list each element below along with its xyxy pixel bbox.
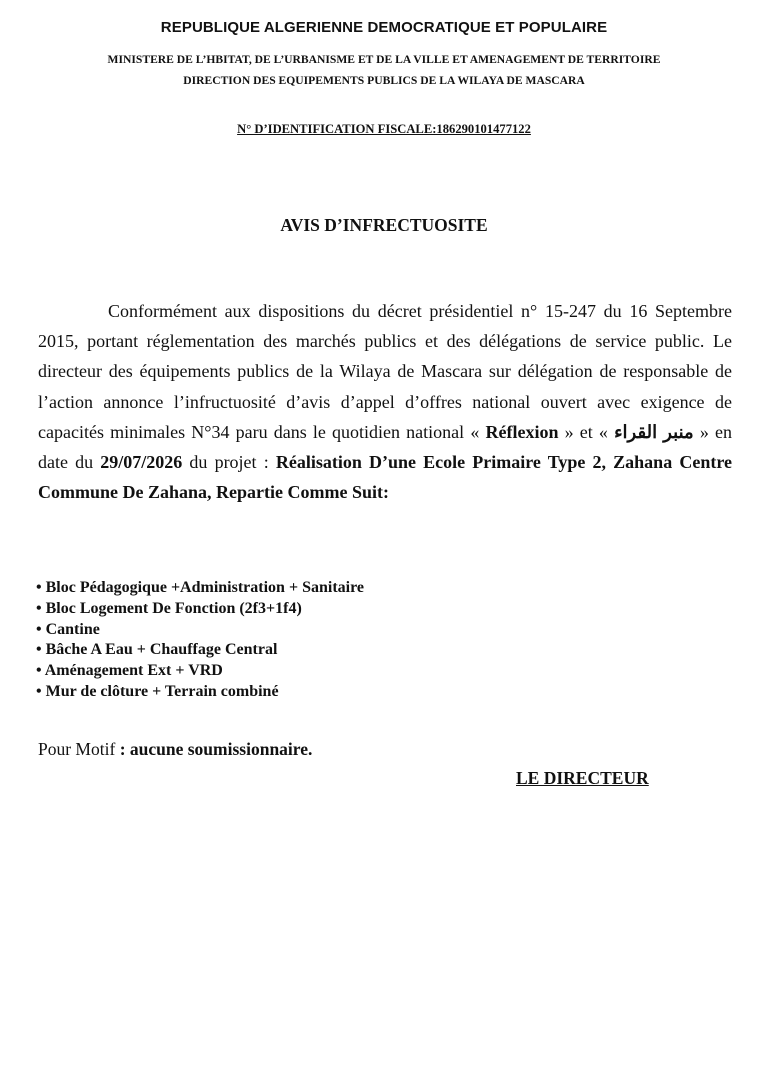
list-item: • Mur de clôture + Terrain combiné [36, 682, 279, 700]
list-item: • Aménagement Ext + VRD [36, 662, 223, 680]
motif-line [38, 739, 312, 760]
page-title: AVIS D’INFRECTUOSITE [280, 215, 488, 235]
body-text-1: Conformément aux dispositions du décret présidentiel n° 15-247 du 16 Septembre 2015, portant réglementation des marchés publics et des délégations de service public. Le directeur des équipements publics de la Wilaya de Mascara sur délégation de responsable de l’action annonce l’infructuosité d’avis d’appel d’offres national ouvert avec exigence de capacités minimales N°34 paru dans le quotidien national « [38, 301, 732, 442]
body-paragraph [38, 296, 732, 507]
list-item: • Bloc Pédagogique +Administration + Sanitaire [36, 579, 364, 596]
project-items-list [36, 578, 636, 703]
header-republic: REPUBLIQUE ALGERIENNE DEMOCRATIQUE ET POPULAIRE [160, 19, 608, 36]
signature: LE DIRECTEUR [516, 768, 649, 788]
header-direction: DIRECTION DES EQUIPEMENTS PUBLICS DE LA WILAYA DE MASCARA [183, 74, 585, 87]
fiscal-id: N° D’IDENTIFICATION FISCALE:186290101477122 [237, 122, 531, 136]
newspaper-2: منبر القراء [614, 421, 694, 442]
header-ministry: MINISTERE DE L’HBITAT, DE L’URBANISME ET DE LA VILLE ET AMENAGEMENT DE TERRITOIRE [107, 53, 661, 66]
project-name: Réalisation D’une Ecole Primaire Type 2, Zahana Centre Commune De Zahana, Repartie Comme Suit: [38, 452, 732, 503]
list-item: • Cantine [36, 620, 100, 638]
list-item: • Bâche A Eau + Chauffage Central [36, 641, 278, 659]
newspaper-1: Réflexion [485, 421, 559, 442]
body-text-3: » en date du [38, 421, 732, 473]
list-item: • Bloc Logement De Fonction (2f3+1f4) [36, 599, 302, 617]
body-text-2: » et « [558, 421, 615, 442]
motif-label: Pour Motif [38, 739, 120, 759]
motif-value: : aucune soumissionnaire. [119, 739, 313, 759]
body-text-4: du projet : [182, 452, 276, 473]
publication-date: 29/07/2026 [100, 452, 183, 473]
